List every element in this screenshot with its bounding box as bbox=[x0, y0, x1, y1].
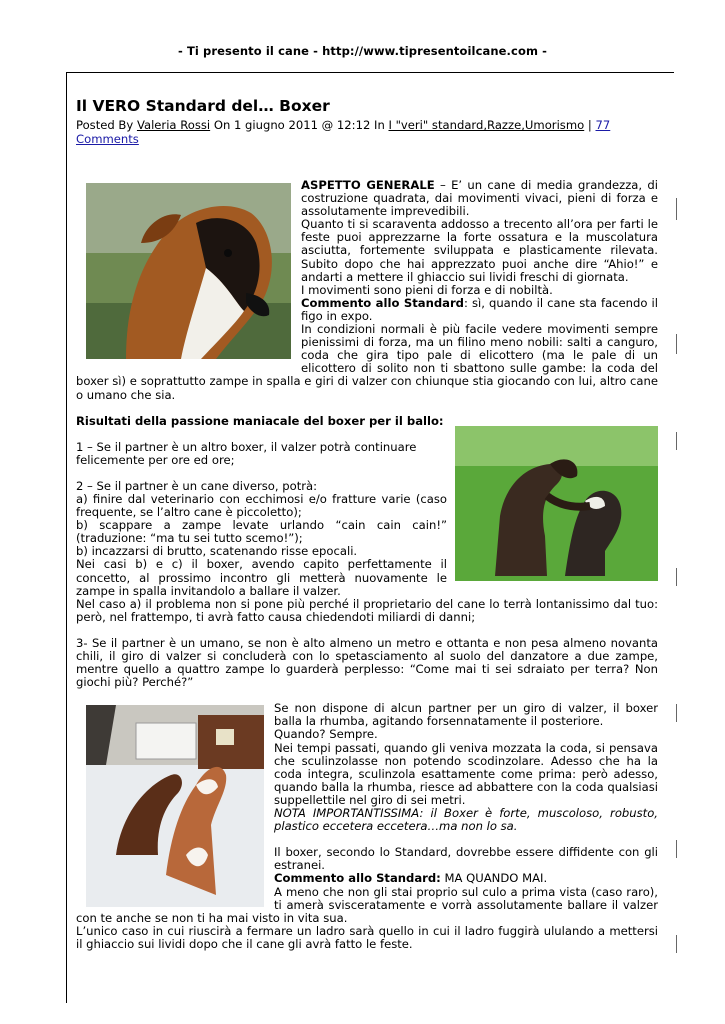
section1-p1: – E’ un cane di media grandezza, di costruzione quadrata, dai movimenti vivaci, pieni di forza e assolutamente imprevedibili. bbox=[301, 178, 658, 219]
post-title: Il VERO Standard del… Boxer bbox=[76, 97, 330, 115]
boxer-head-photo bbox=[86, 183, 291, 359]
section2-heading: Risultati della passione maniacale del boxer per il ballo: bbox=[76, 413, 444, 428]
section2-p2-intro: 2 – Se il partner è un cane diverso, potrà: bbox=[76, 478, 318, 493]
section1-comment-label: Commento allo Standard bbox=[301, 295, 464, 310]
section3-p2: Quando? Sempre. bbox=[274, 727, 378, 742]
boxers-snow-photo bbox=[86, 705, 264, 907]
comments-link[interactable]: 77 Comments bbox=[76, 118, 611, 146]
section3-p4: Il boxer, secondo lo Standard, dovrebbe essere diffidente con gli estranei. bbox=[274, 845, 658, 873]
section3-p6: L’unico caso in cui riuscirà a fermare un ladro sarà quello in cui il ladro fuggirà ululando a mettersi il ghiaccio sui lividi dopo che il cane gli avrà fatto le feste. bbox=[76, 923, 658, 951]
section-aspetto bbox=[76, 179, 658, 402]
two-boxers-dancing-icon bbox=[455, 426, 658, 581]
margin-rule bbox=[676, 704, 677, 722]
post-meta bbox=[76, 118, 658, 146]
author-link[interactable]: Valeria Rossi bbox=[136, 118, 211, 132]
boxer-head-icon bbox=[86, 183, 291, 359]
section2-p1: 1 – Se il partner è un altro boxer, il valzer potrà continuare felicemente per ore ed ore; bbox=[76, 439, 417, 467]
section3-note: NOTA IMPORTANTISSIMA: il Boxer è forte, muscoloso, robusto, plastico eccetera eccetera…ma non lo sa. bbox=[274, 806, 658, 834]
margin-rule bbox=[676, 432, 677, 450]
margin-rule bbox=[676, 198, 677, 220]
margin-rule bbox=[676, 935, 677, 953]
margin-rule bbox=[676, 334, 677, 354]
section1-p4: In condizioni normali è più facile vedere movimenti sempre pienissimi di forza, ma un filino meno nobili: salti a canguro, coda che gira tipo pale di elicottero (ma le pale di un elicottero di solito non ti sbattono sulle gambe: la coda del boxer sì) e soprattutto zampe in spalla e giri di valzer con chiunque stia giocando con lui, altro cane o umano che sia. bbox=[76, 322, 658, 402]
section-ballo bbox=[76, 415, 658, 690]
two-boxers-photo bbox=[455, 426, 658, 581]
section-rhumba bbox=[76, 702, 658, 951]
site-header: - Ti presento il cane - http://www.tipresentoilcane.com - bbox=[177, 44, 548, 58]
section1-heading: ASPETTO GENERALE bbox=[301, 178, 435, 192]
margin-rule bbox=[676, 840, 677, 858]
section2-p2-c: b) incazzarsi di brutto, scatenando risse epocali. bbox=[76, 544, 358, 559]
section2-p2-d: Nei casi b) e c) il boxer, avendo capito perfettamente il concetto, al prossimo incontro gli metterà nuovamente le zampe in spalla invitandolo a ballare il valzer. bbox=[76, 557, 447, 598]
section2-p2-a: a) finire dal veterinario con ecchimosi e/o fratture varie (caso frequente, se l’altro cane è piccoletto); bbox=[76, 491, 447, 520]
meta-separator: | bbox=[584, 118, 596, 132]
section3-p1: Se non dispone di alcun partner per un giro di valzer, il boxer balla la rhumba, agitando forsennatamente il posteriore. bbox=[274, 701, 658, 729]
section3-comment-text: MA QUANDO MAI. bbox=[440, 871, 548, 886]
section1-comment-text: : sì, quando il cane sta facendo il figo in expo. bbox=[301, 295, 658, 323]
posted-by-label: Posted By bbox=[76, 118, 137, 132]
section2-p2-e: Nel caso a) il problema non si pone più perché il proprietario del cane lo terrà lontanissimo dal tuo: però, nel frattempo, ti avrà fatto causa chiedendoti miliardi di danni; bbox=[76, 596, 658, 624]
section3-p3: Nei tempi passati, quando gli veniva mozzata la coda, si pensava che sculinzolasse non potendo scodinzolare. Adesso che ha la coda integra, sculinzola esattamente come prima: però adesso, quando balla la rhumba, riesce ad abbattere con la coda qualsiasi suppellettile nel giro di sei metri. bbox=[274, 740, 658, 807]
date-text: On 1 giugno 2011 @ 12:12 In bbox=[210, 118, 389, 132]
section3-p5: A meno che non gli stai proprio sul culo a prima vista (caso raro), ti amerà svisceratamente e vorrà assolutamente ballare il valzer con te anche se non ti ha mai visto in vita sua. bbox=[76, 884, 658, 925]
section2-p2-b: b) scappare a zampe levate urlando “cain cain cain!” (traduzione: “ma tu sei tutto scemo!”); bbox=[76, 518, 447, 546]
section1-p3: I movimenti sono pieni di forza e di nobiltà. bbox=[301, 282, 553, 297]
boxers-in-snow-icon bbox=[86, 705, 264, 907]
article bbox=[76, 96, 658, 951]
margin-rule bbox=[676, 568, 677, 586]
section2-p3: 3- Se il partner è un umano, se non è alto almeno un metro e ottanta e non pesa almeno novanta chili, il giro di valzer si concluderà con lo spetasciamento al suolo del danzatore a due zampe, mentre quello a quattro zampe lo guarderà perplesso: “Come mai ti sei sdraiato per terra? Non giochi più? Perché?” bbox=[76, 635, 658, 690]
section3-comment-label: Commento allo Standard: bbox=[274, 871, 441, 886]
section1-p2: Quanto ti si scaraventa addosso a trecento all’ora per farti le feste puoi apprezzarne la forte ossatura e la muscolatura asciutta, fortemente sviluppata e plasticamente rilevata. Subito dopo che hai apprezzato puoi anche dire “Ahio!” e andarti a mettere il ghiaccio sui lividi freschi di giornata. bbox=[301, 217, 658, 284]
categories-link[interactable]: I "veri" standard,Razze,Umorismo bbox=[388, 118, 585, 132]
